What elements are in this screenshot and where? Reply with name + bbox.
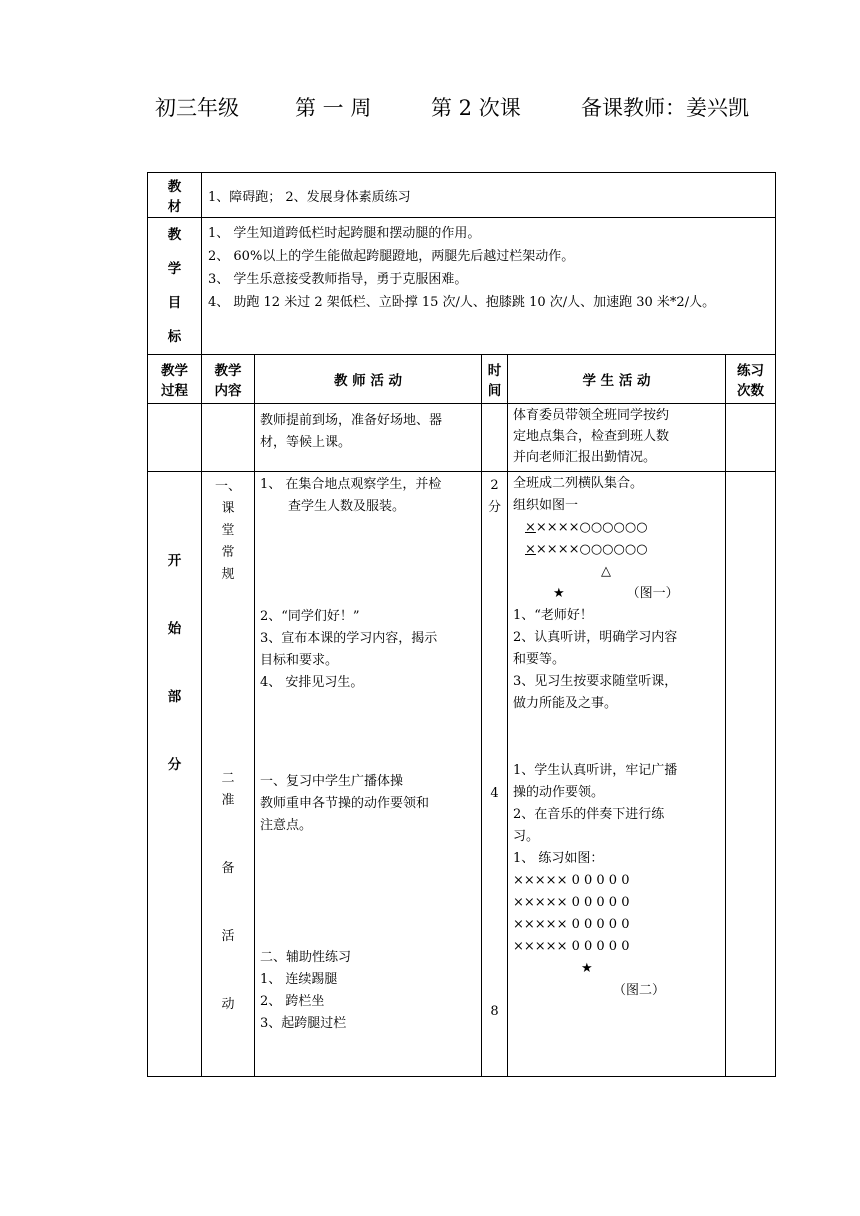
teacher-line: 2、 跨栏坐: [260, 994, 325, 1009]
objective-item: 3、 学生乐意接受教师指导，勇于克服困难。: [208, 272, 468, 287]
student-line: 做力所能及之事。: [513, 696, 618, 711]
star-icon: ★: [581, 961, 593, 976]
prep-student-cell: [508, 404, 726, 472]
teacher-label: 备课教师：姜兴凯: [581, 96, 749, 120]
objectives-char: 目: [167, 295, 182, 311]
prep-student-line: 并向老师汇报出勤情况。: [513, 450, 657, 465]
student-line: 1、“老师好！: [513, 608, 593, 623]
triangle-icon: △: [601, 564, 611, 579]
start-practice-cell: [726, 472, 776, 1077]
teacher-line: 3、宣布本课的学习内容，揭示: [260, 631, 438, 646]
prep-teacher-line: 教师提前到场，准备好场地、器: [260, 413, 443, 428]
start-process-char: 始: [167, 621, 182, 637]
objectives-row: [148, 218, 776, 355]
teacher-line: 2、“同学们好！”: [260, 609, 360, 624]
objectives-char: 学: [167, 261, 182, 277]
formation-rest: ××××○○○○○○: [535, 542, 648, 557]
content-char: 准: [221, 793, 235, 808]
student-line: 组织如图一: [513, 498, 579, 513]
teacher-line: 目标和要求。: [260, 653, 339, 668]
material-row: [148, 173, 776, 218]
prep-student-line: 定地点集合，检查到班人数: [513, 429, 670, 444]
content-char: 动: [221, 997, 235, 1012]
objective-item: 2、 60%以上的学生能做起跨腿蹬地，两腿先后越过栏架动作。: [208, 249, 575, 264]
student-line: 3、见习生按要求随堂听课，: [513, 674, 678, 689]
start-content-cell: [202, 472, 255, 1077]
start-time-cell: [482, 472, 508, 1077]
formation-grid-row: ××××× 0 0 0 0 0: [513, 939, 630, 954]
formation-row-2: [513, 539, 720, 561]
formation-leader: ×: [525, 542, 536, 557]
star-icon: ★: [553, 586, 565, 601]
student-line: 习。: [513, 829, 540, 844]
time-value: 8: [490, 1004, 499, 1019]
col-content-bottom: 内容: [214, 383, 242, 399]
lesson-label: 第 2 次课: [431, 96, 521, 120]
content-char: 堂: [221, 523, 235, 538]
col-process-top: 教学: [161, 363, 188, 379]
content-char: 课: [221, 501, 235, 516]
teacher-line: 4、 安排见习生。: [260, 675, 364, 690]
student-line: 全班成二列横队集合。: [513, 476, 644, 491]
formation-grid-row: ××××× 0 0 0 0 0: [513, 895, 630, 910]
objectives-char: 教: [167, 227, 182, 243]
teacher-line: 3、起跨腿过栏: [260, 1016, 347, 1031]
teacher-line: 二、辅助性练习: [260, 950, 352, 965]
time-value: 分: [487, 500, 501, 515]
objectives-list: [202, 218, 776, 355]
objective-item: 4、 助跑 12 米过 2 架低栏、立卧撑 15 次/人、抱膝跳 10 次/人、加速跑 30 米*2/人。: [208, 295, 716, 310]
start-student-cell: [508, 472, 726, 1077]
lesson-plan-table: [147, 172, 776, 1077]
material-label-top: 教: [167, 179, 182, 195]
col-student: 学 生 活 动: [508, 355, 726, 404]
col-content-top: 教学: [214, 363, 242, 379]
student-line: 操的动作要领。: [513, 785, 605, 800]
col-teacher: 教 师 活 动: [255, 355, 482, 404]
week-label: 第 一 周: [295, 96, 372, 120]
col-process: [148, 355, 202, 404]
content-char: 二: [221, 771, 235, 786]
prep-time-cell: [482, 404, 508, 472]
figure-2-label: （图二）: [613, 983, 666, 998]
teacher-line: 教师重申各节操的动作要领和: [260, 796, 430, 811]
teacher-line: 一、复习中学生广播体操: [260, 774, 404, 789]
column-header-row: [148, 355, 776, 404]
col-process-bottom: 过程: [161, 383, 188, 399]
col-practice: [726, 355, 776, 404]
col-time-bottom: 间: [487, 383, 502, 399]
student-line: 2、认真听讲，明确学习内容: [513, 630, 678, 645]
time-value: 2: [490, 478, 499, 493]
formation-row-1: [513, 517, 720, 539]
content-char: 活: [221, 929, 235, 944]
formation-grid-row: ××××× 0 0 0 0 0: [513, 917, 630, 932]
prep-student-line: 体育委员带领全班同学按约: [513, 408, 670, 423]
start-process-char: 分: [167, 757, 182, 773]
col-practice-top: 练习: [737, 363, 764, 379]
col-time: [482, 355, 508, 404]
time-value: 4: [490, 786, 499, 801]
figure-1-label: （图一）: [626, 586, 679, 601]
figure-1-caption: [513, 583, 720, 605]
lesson-header: [155, 92, 749, 122]
formation-leader: ×: [525, 520, 536, 535]
formation-grid-row: ××××× 0 0 0 0 0: [513, 873, 630, 888]
prep-teacher-line: 材，等候上课。: [260, 435, 352, 450]
start-process-char: 开: [167, 553, 182, 569]
content-char: 常: [221, 545, 235, 560]
prep-row: [148, 404, 776, 472]
content-char: 一、: [214, 479, 241, 494]
formation-rest: ××××○○○○○○: [535, 520, 648, 535]
objectives-label: [148, 218, 202, 355]
col-content: [202, 355, 255, 404]
prep-teacher-cell: [255, 404, 482, 472]
objectives-char: 标: [167, 329, 182, 345]
content-char: 规: [221, 567, 235, 582]
start-process-char: 部: [167, 689, 182, 705]
material-text: 1、障碍跑； 2、发展身体素质练习: [202, 173, 776, 218]
material-label: [148, 173, 202, 218]
start-row: [148, 472, 776, 1077]
material-label-bottom: 材: [167, 199, 182, 215]
prep-practice-cell: [726, 404, 776, 472]
prep-process-cell: [148, 404, 202, 472]
content-char: 备: [221, 861, 235, 876]
teacher-line: 查学生人数及服装。: [288, 499, 406, 514]
start-process-cell: [148, 472, 202, 1077]
teacher-line: 注意点。: [260, 818, 313, 833]
start-teacher-cell: [255, 472, 482, 1077]
col-time-top: 时: [487, 363, 502, 379]
col-practice-bottom: 次数: [737, 383, 764, 399]
prep-content-cell: [202, 404, 255, 472]
student-line: 1、学生认真听讲，牢记广播: [513, 763, 678, 778]
teacher-line: 1、 在集合地点观察学生，并检: [260, 477, 442, 492]
student-line: 2、在音乐的伴奏下进行练: [513, 807, 665, 822]
student-line: 和要等。: [513, 652, 566, 667]
teacher-line: 1、 连续踢腿: [260, 972, 338, 987]
student-line: 1、 练习如图：: [513, 851, 604, 866]
grade-label: 初三年级: [155, 96, 239, 120]
objective-item: 1、 学生知道跨低栏时起跨腿和摆动腿的作用。: [208, 226, 481, 241]
